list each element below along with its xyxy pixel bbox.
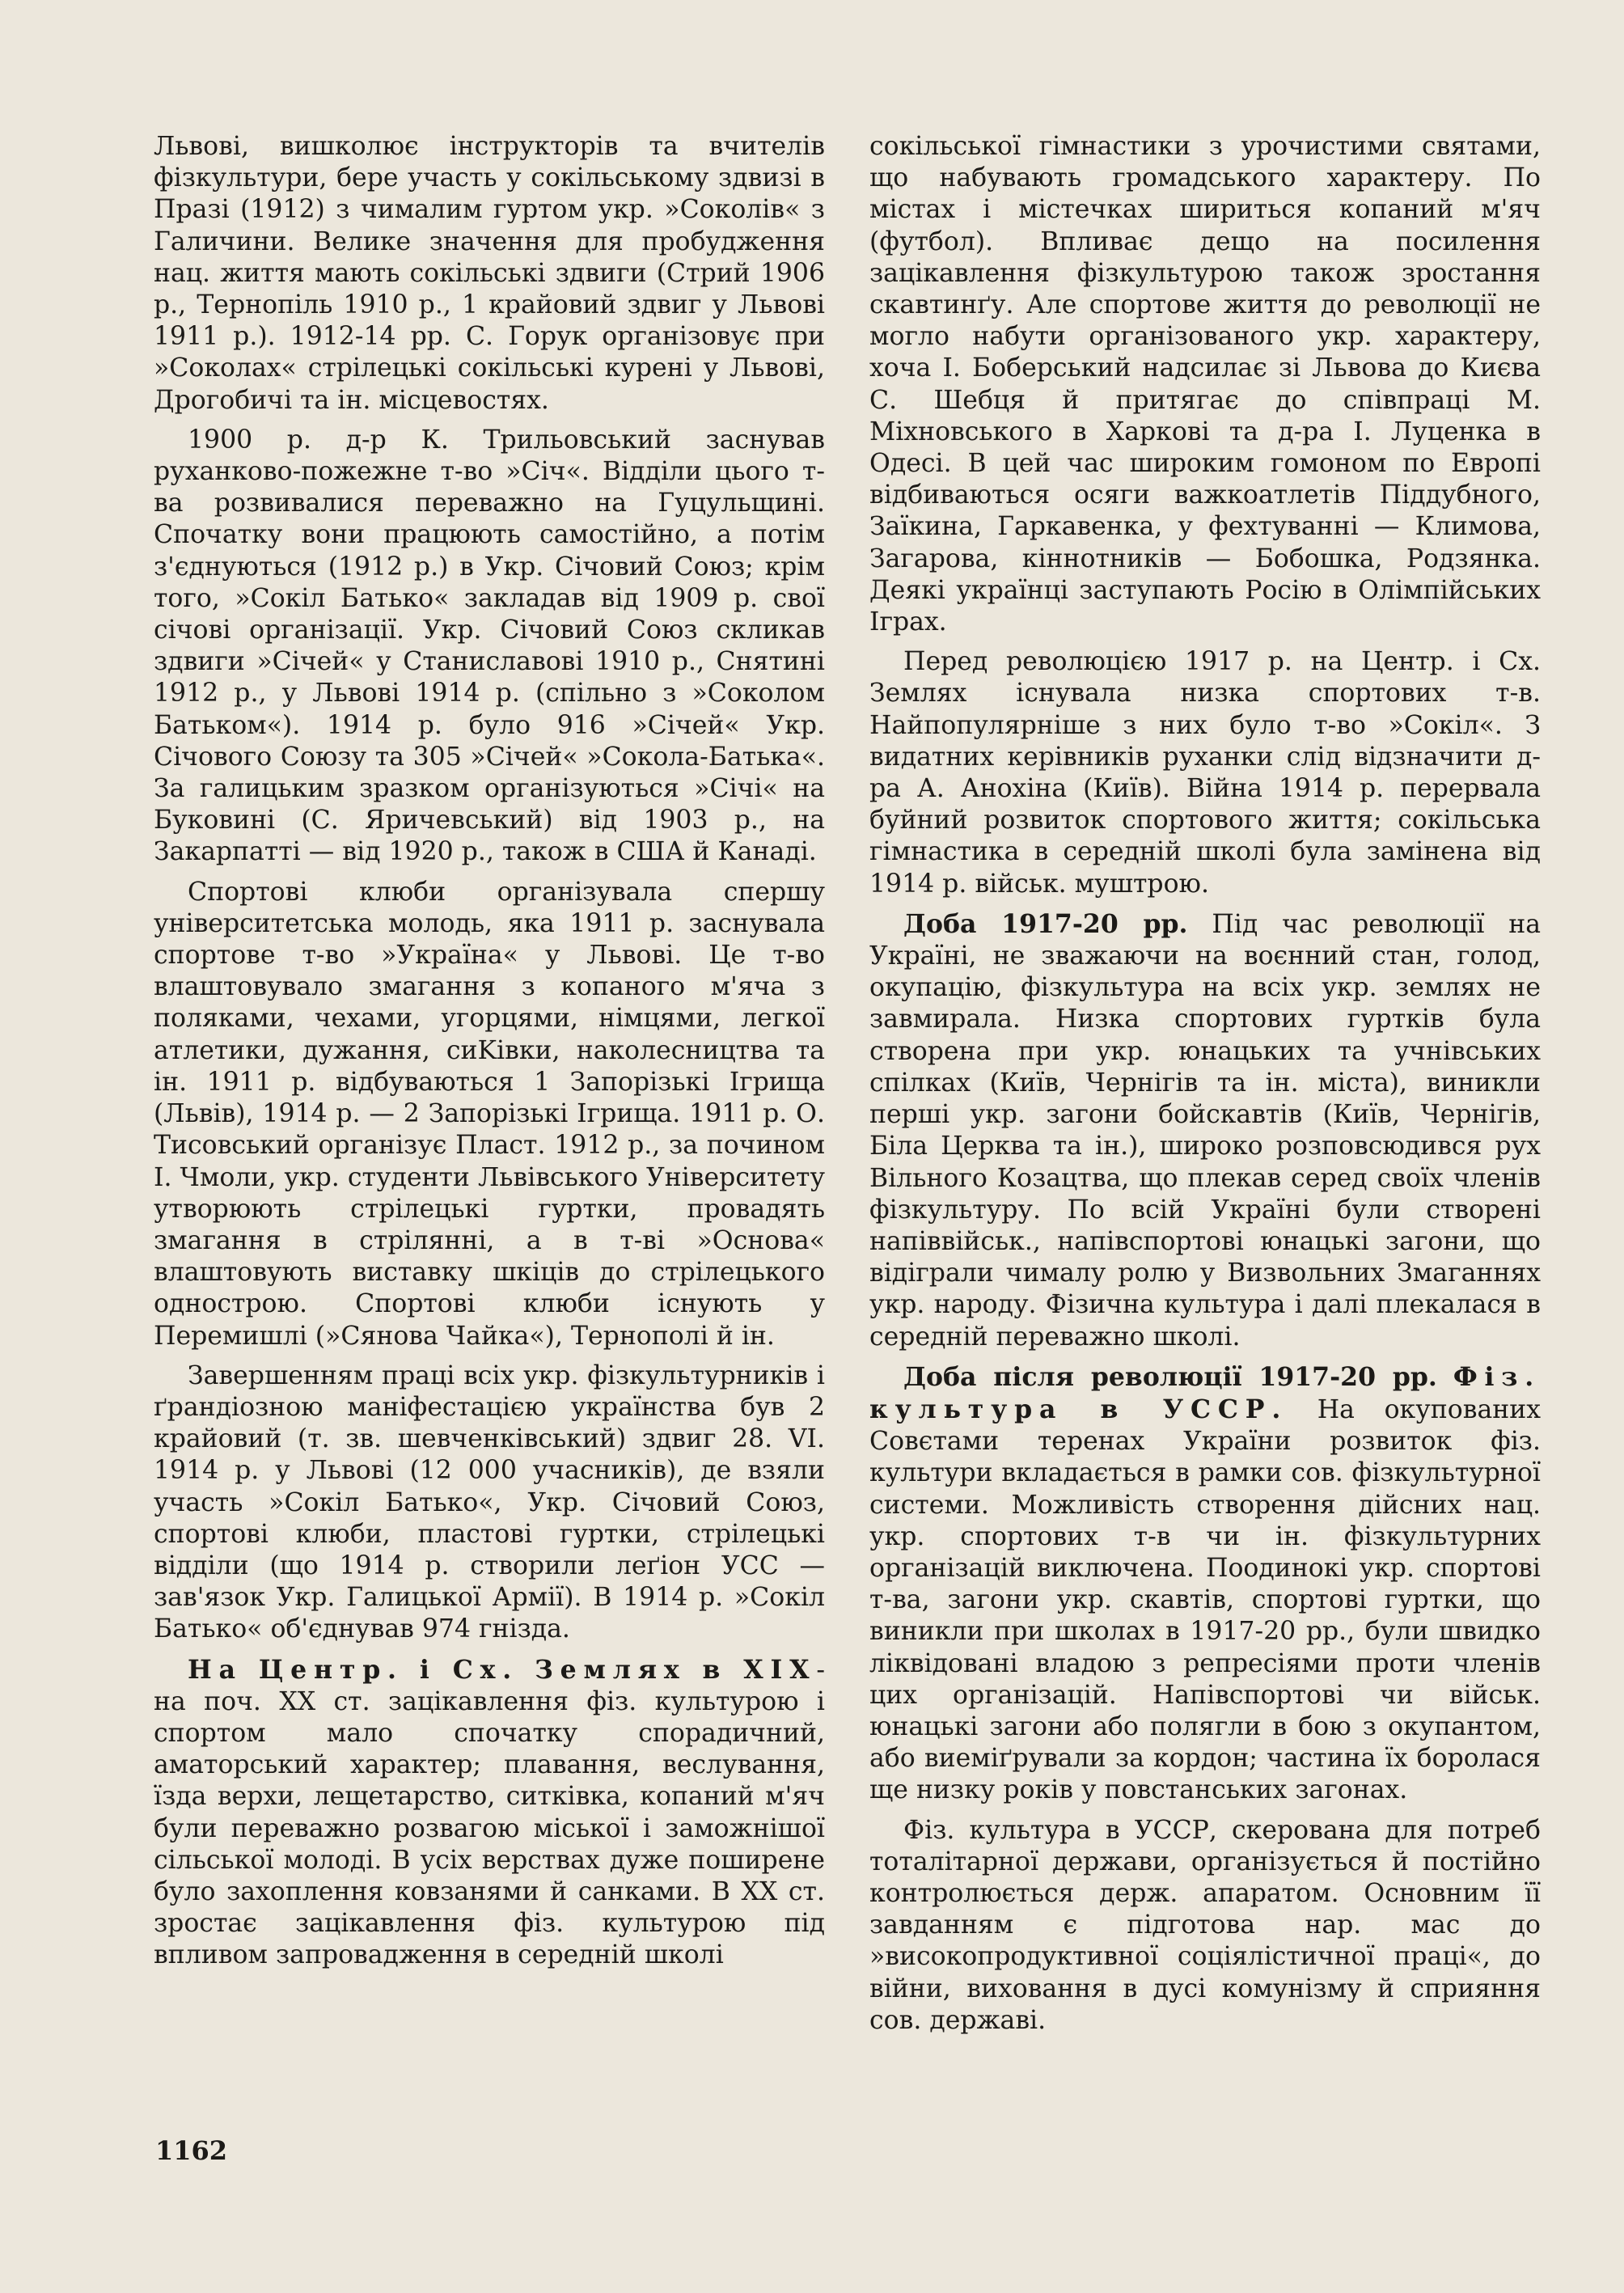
right-column xyxy=(869,131,1541,2045)
left-paragraph-1: Львові, вишколює інструкторів та вчителів фізкультури, бере участь у сокільському здвизі в Празі (1912) з чималим гуртом укр. »Соколів« з Галичини. Велике значення для пробудження нац. життя мають сокільські здвиги (Стрий 1906 р., Тернопіль 1910 р., 1 крайовий здвиг у Львові 1911 р.). 1912-14 рр. С. Горук організовує при »Соколах« стрілецькі сокільські курені у Львові, Дрогобичі та ін. місцевостях. xyxy=(154,132,825,415)
section-heading-after-revolution: Доба після революції 1917-20 рр. xyxy=(903,1361,1437,1392)
right-paragraph-4-body: На окупованих Совєтами теренах України розвиток фіз. культури вкладається в рамки сов. фізкультурної системи. Можливість створення дійсних нац. укр. спортових т-в чи ін. фізкультурних організацій виключена. Поодинокі укр. спортові т-ва, загони укр. скавтів, спортові гуртки, що виникли при школах в 1917-20 рр., були швидко ліквідовані владою з репресіями проти членів цих організацій. Напівспортові чи військ. юнацькі загони або полягли в бою з окупантом, або виеміґрували за кордон; частина їх боролася ще низку років у повстанських загонах. xyxy=(869,1394,1541,1805)
right-paragraph-2: Перед революцією 1917 р. на Центр. і Сх. Землях існувала низка спортових т-в. Найпопулярніше з них було т-во »Сокіл«. З видатних керівників руханки слід відзначити д-ра А. Анохіна (Київ). Війна 1914 р. перервала буйний розвиток спортового життя; сокільська гімнастика в середній школі була замінена від 1914 р. військ. муштрою. xyxy=(869,647,1541,899)
left-column xyxy=(154,131,825,1980)
left-paragraph-5-body: - на поч. XX ст. зацікавлення фіз. культурою і спортом мало спочатку спорадичний, аматорський характер; плавання, веслування, їзда верхи, лещетарство, ситківка, копаний м'яч були переважно розвагою міської і заможнішої сільської молоді. В усіх верствах дуже поширене було захоплення ковзанями й санками. В XX ст. зростає зацікавлення фіз. культурою під впливом запровадження в середній школі xyxy=(154,1655,825,1970)
left-paragraph-5 xyxy=(154,1654,825,1972)
page-number: 1162 xyxy=(155,2135,228,2166)
right-paragraph-3-body: Під час революції на Україні, не зважаючи на воєнний стан, голод, окупацію, фізкультура на всіх укр. землях не завмирала. Низка спортових гуртків була створена при укр. юнацьких та учнівських спілках (Київ, Чернігів та ін. міста), виникли перші укр. загони бойскавтів (Київ, Чернігів, Біла Церква та ін.), широко розповсюдився рух Вільного Козацтва, що плекав серед своїх членів фізкультуру. По всій Україні були створені напіввійськ., напівспортові юнацькі загони, що відіграли чималу ролю у Визвольних Змаганнях укр. народу. Фізична культура і далі плекалася в середній переважно школі. xyxy=(869,909,1541,1352)
right-paragraph-5: Фіз. культура в УССР, скерована для потреб тоталітарної держави, організується й постійно контролюється держ. апаратом. Основним її завданням є підготова нар. мас до »високопродуктивної соціялістичної праці«, до війни, виховання в дусі комунізму й сприяння сов. державі. xyxy=(869,1815,1541,2035)
right-paragraph-4 xyxy=(869,1361,1541,1807)
left-paragraph-4: Завершенням праці всіх укр. фізкультурників і ґрандіозною маніфестацією українства був 2 крайовий (т. зв. шевченківський) здвиг 28. VI. 1914 р. у Львові (12 000 учасників), де взяли участь »Сокіл Батько«, Укр. Січовий Союз, спортові клюби, пластові гуртки, стрілецькі відділи (що 1914 р. створили леґіон УСС — зав'язок Укр. Галицької Армії). В 1914 р. »Сокіл Батько« об'єднував 974 гнізда. xyxy=(154,1360,825,1644)
section-lead-centre-east: На Центр. і Сх. Землях в XIX xyxy=(188,1654,817,1685)
left-paragraph-2: 1900 р. д-р К. Трильовський заснував руханково-пожежне т-во »Січ«. Відділи цього т-ва розвивалися переважно на Гуцульщині. Спочатку вони працюють самостійно, а потім з'єднуються (1912 р.) в Укр. Січовий Союз; крім того, »Сокіл Батько« закладав від 1909 р. свої січові організації. Укр. Січовий Союз скликав здвиги »Січей« у Станиславові 1910 р., Снятині 1912 р., у Львові 1914 р. (спільно з »Соколом Батьком«). 1914 р. було 916 »Січей« Укр. Січового Союзу та 305 »Січей« »Сокола-Батька«. За галицьким зразком організуються »Січі« на Буковині (С. Яричевський) від 1903 р., на Закарпатті — від 1920 р., також в США й Канаді. xyxy=(154,425,825,867)
subsection-heading-ussr: Фіз. культура в УССР. xyxy=(869,1361,1542,1424)
right-paragraph-3 xyxy=(869,908,1541,1353)
section-heading-1917-20: Доба 1917-20 рр. xyxy=(903,908,1188,939)
right-paragraph-1: сокільської гімнастики з урочистими святами, що набувають громадського характеру. По містах і містечках шириться копаний м'яч (футбол). Впливає дещо на посилення зацікавлення фізкультурою також зростання скавтинґу. Але спортове життя до революції не могло набути організованого укр. характеру, хоча І. Боберський надсилає зі Львова до Києва С. Шебця й притягає до співпраці М. Міхновського в Харкові та д-ра І. Луценка в Одесі. В цей час широким гомоном по Европі відбиваються осяги важкоатлетів Піддубного, Заїкина, Гаркавенка, у фехтуванні — Климова, Загарова, кіннотників — Бобошка, Родзянка. Деякі українці заступають Росію в Олімпійських Іграх. xyxy=(869,132,1541,637)
left-paragraph-3: Спортові клюби організувала спершу університетська молодь, яка 1911 р. заснувала спортове т-во »Україна« у Львові. Це т-во влаштовувало змагання з копаного м'яча з поляками, чехами, угорцями, німцями, легкої атлетики, дужання, сиKівки, наколесництва та ін. 1911 р. відбуваються 1 Запорізькі Ігрища (Львів), 1914 р. — 2 Запорізькі Ігрища. 1911 р. О. Тисовський організує Пласт. 1912 р., за почином І. Чмоли, укр. студенти Львівського Університету утворюють стрілецькі гуртки, провадять змагання в стрілянні, а в т-ві »Основа« влаштовують виставку шкіців до стрілецького однострою. Спортові клюби існують у Перемишлі (»Сянова Чайка«), Тернополі й ін. xyxy=(154,877,825,1351)
